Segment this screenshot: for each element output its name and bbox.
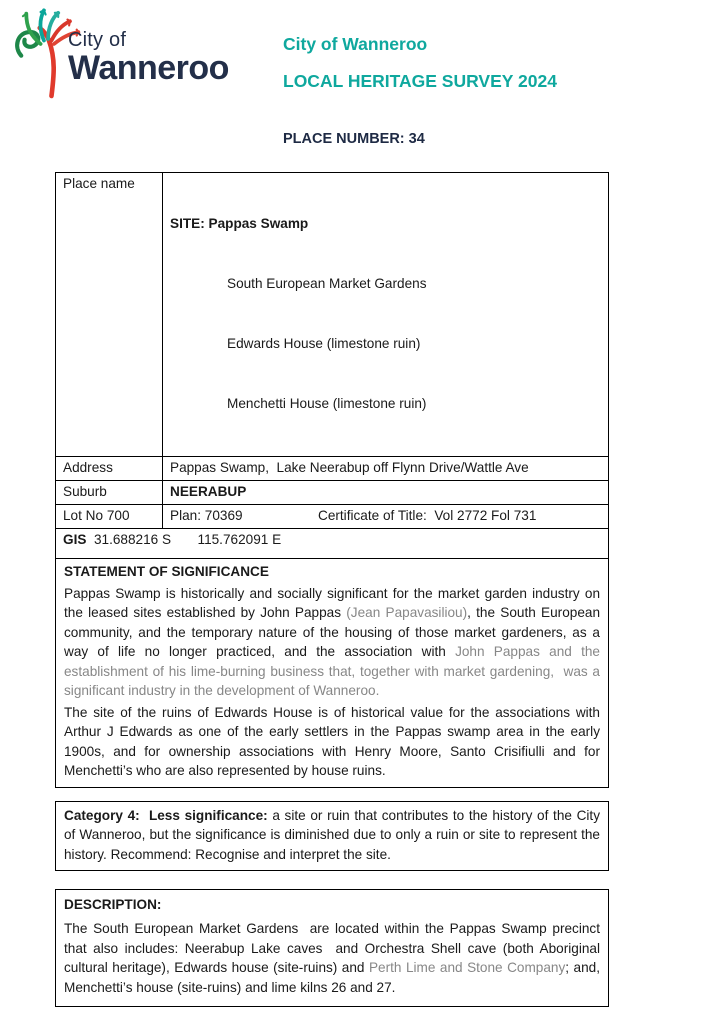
title-line-1: City of Wanneroo: [283, 34, 428, 54]
certificate-of-title-value: Certificate of Title: Vol 2772 Fol 731: [318, 508, 537, 523]
suburb-value: NEERABUP: [163, 481, 609, 505]
lot-value: [163, 505, 609, 529]
table-row-place-name: [56, 173, 609, 457]
address-value: Pappas Swamp, Lake Neerabup off Flynn Drive/Wattle Ave: [163, 457, 609, 481]
logo-city-of-text: City of: [68, 29, 127, 51]
place-details-table: [55, 172, 609, 559]
title-line-2: LOCAL HERITAGE SURVEY 2024: [283, 71, 557, 91]
statement-heading: STATEMENT OF SIGNIFICANCE: [64, 563, 269, 579]
lot-label: Lot No 700: [56, 505, 163, 529]
place-number-heading: PLACE NUMBER: 34: [283, 131, 425, 147]
table-row-lot: [56, 505, 609, 529]
description-heading: DESCRIPTION:: [64, 897, 162, 912]
place-name-value: [163, 173, 609, 457]
description-box: [55, 889, 609, 1007]
statement-of-significance-box: [55, 558, 609, 788]
statement-paragraph-2: The site of the ruins of Edwards House is of historical value for the associations with Arthur J Edwards as one of the early settlers in the Pappas swamp area in the early 1900s, and for ownership associations with Henry Moore, Santo Crisifiulli and for Menchetti’s who are also represented by house ruins.: [64, 704, 604, 778]
place-name-label: Place name: [56, 173, 163, 457]
gis-value: [56, 529, 609, 559]
site-line: SITE: Pappas Swamp: [170, 216, 309, 231]
site-sub-line: Edwards House (limestone ruin): [227, 336, 421, 351]
table-row-suburb: [56, 481, 609, 505]
site-sub-line: Menchetti House (limestone ruin): [227, 396, 427, 411]
document-title: [283, 34, 557, 92]
table-row-address: [56, 457, 609, 481]
logo-wanneroo-text: Wanneroo: [68, 49, 229, 87]
city-of-wanneroo-logo: [12, 6, 257, 102]
category-text: Category 4: Less significance: a site or ruin that contributes to the history of the City of Wanneroo, but the significance is diminished due to only a ruin or site to represent the history. Recommend: Recognise and interpret the site.: [64, 807, 604, 862]
description-paragraph: The South European Market Gardens are located within the Pappas Swamp precinct that also includes: Neerabup Lake caves and Orchestra Shell cave (both Aboriginal cultural heritage), Edwards house (site-ruins) and Perth Lime and Stone Company; and, Menchetti’s house (site-ruins) and lime kilns 26 and 27.: [64, 921, 604, 995]
statement-paragraph-1: Pappas Swamp is historically and socially significant for the market garden industry on the leased sites established by John Pappas (Jean Papavasiliou), the South European community, and the temporary nature of the housing of those market gardeners, as a way of life no longer practiced, and the association with John Pappas and the establishment of his lime-burning business that, together with market gardening, was a significant industry in the development of Wanneroo.: [64, 585, 604, 698]
gis-label: GIS: [63, 532, 87, 547]
gis-coordinates: 31.688216 S 115.762091 E: [86, 532, 282, 547]
table-row-gis: [56, 529, 609, 559]
suburb-label: Suburb: [56, 481, 163, 505]
site-sub-line: South European Market Gardens: [227, 276, 427, 291]
category-box: [55, 801, 609, 872]
logo-wordmark: [68, 30, 229, 87]
plan-value: Plan: 70369: [170, 508, 243, 523]
document-content: [55, 172, 609, 1007]
address-label: Address: [56, 457, 163, 481]
